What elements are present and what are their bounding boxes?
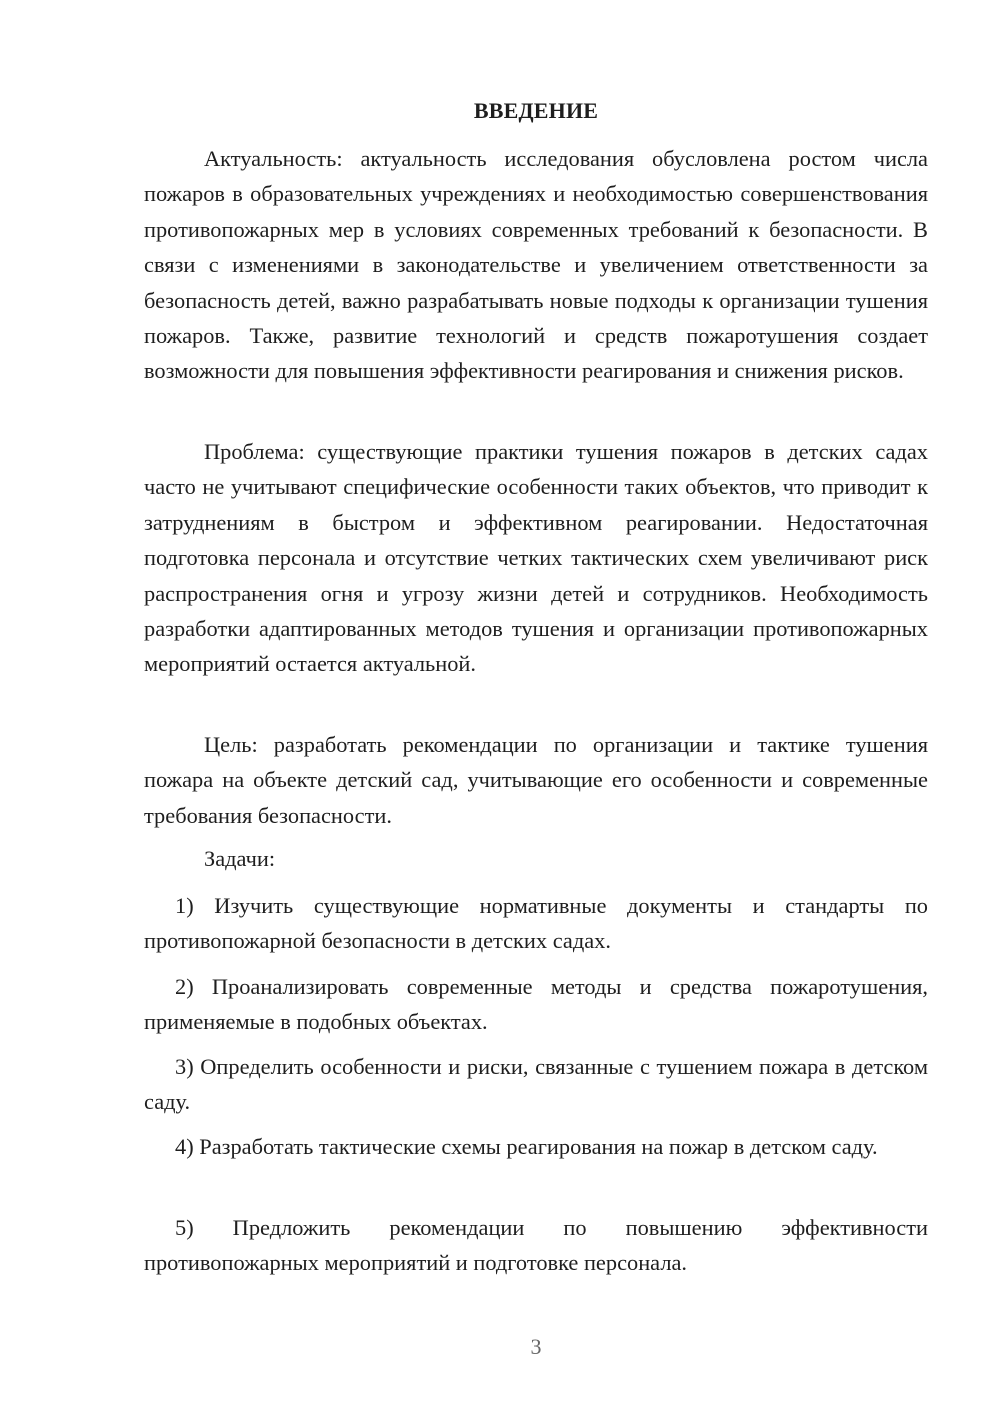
task-item-1: 1) Изучить существующие нормативные документы и стандарты по противопожарной безопасности в детских садах.	[144, 893, 928, 954]
paragraph-goal: Цель: разработать рекомендации по организации и тактике тушения пожара на объекте детский сад, учитывающие его особенности и современные требования безопасности.	[144, 732, 928, 828]
section-heading: ВВЕДЕНИЕ	[473, 98, 599, 123]
tasks-label: Задачи:	[204, 846, 276, 871]
task-item-4: 4) Разработать тактические схемы реагирования на пожар в детском саду.	[175, 1134, 878, 1159]
task-item-5: 5) Предложить рекомендации по повышению эффективности противопожарных мероприятий и подготовке персонала.	[144, 1215, 928, 1276]
page-number: 3	[530, 1334, 542, 1359]
task-item-3: 3) Определить особенности и риски, связанные с тушением пожара в детском саду.	[144, 1054, 928, 1115]
task-item-2: 2) Проанализировать современные методы и средства пожаротушения, применяемые в подобных объектах.	[144, 974, 928, 1035]
paragraph-relevance: Актуальность: актуальность исследования обусловлена ростом числа пожаров в образовательных учреждениях и необходимостью совершенствования противопожарных мер в условиях современных требований к безопасности. В связи с изменениями в законодательстве и увеличением ответственности за безопасность детей, важно разрабатывать новые подходы к организации тушения пожаров. Также, развитие технологий и средств пожаротушения создает возможности для повышения эффективности реагирования и снижения рисков.	[144, 146, 928, 384]
document-page	[144, 0, 928, 1414]
paragraph-problem: Проблема: существующие практики тушения пожаров в детских садах часто не учитывают специфические особенности таких объектов, что приводит к затруднениям в быстром и эффективном реагировании. Недостаточная подготовка персонала и отсутствие четких тактических схем увеличивают риск распространения огня и угрозу жизни детей и сотрудников. Необходимость разработки адаптированных методов тушения и организации противопожарных мероприятий остается актуальной.	[144, 439, 928, 677]
